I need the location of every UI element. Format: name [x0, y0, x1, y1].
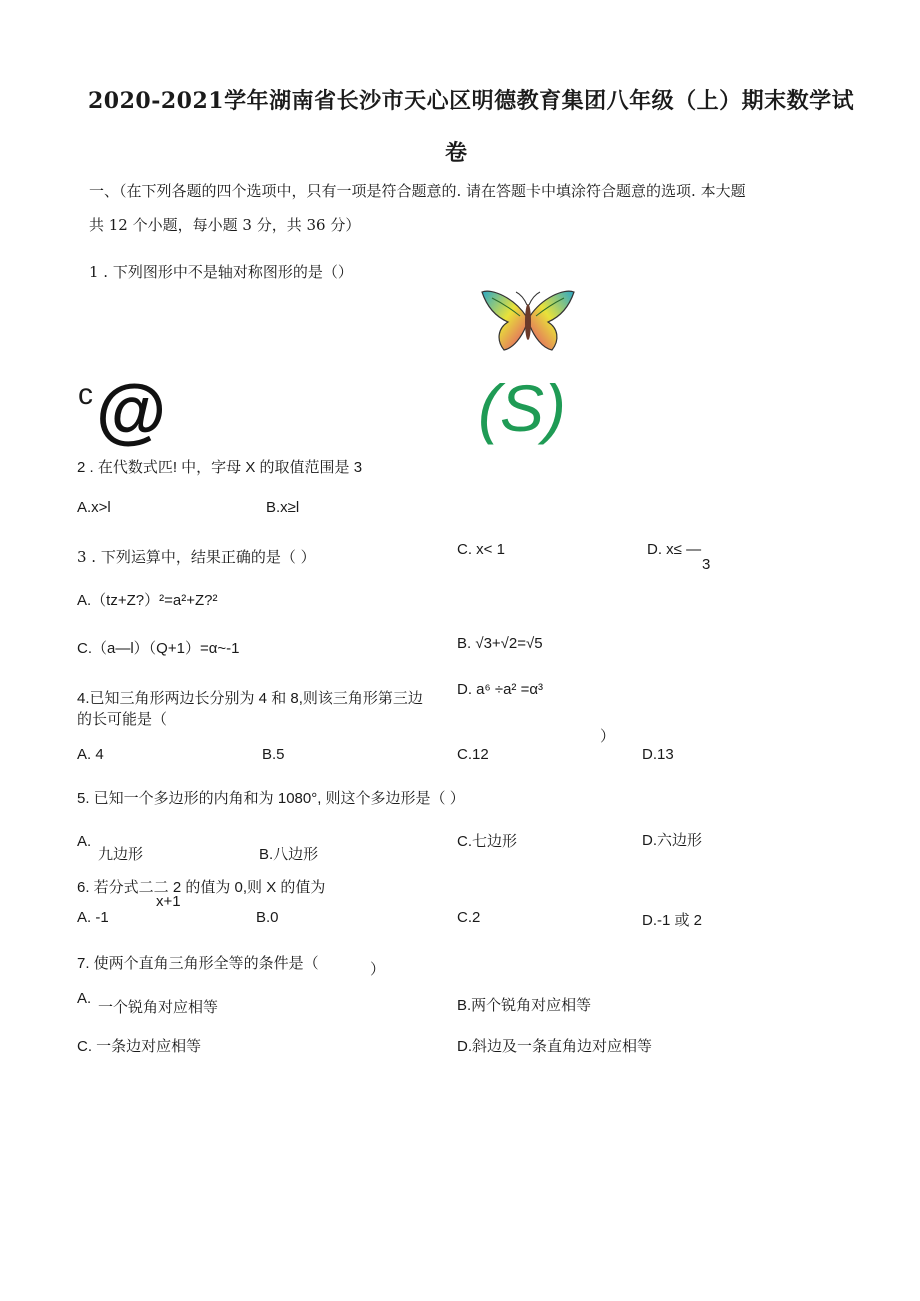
section-instructions-line1: 一、（在下列各题的四个选项中，只有一项是符合题意的. 请在答题卡中填涂符合题意的选项. 本大题 [89, 182, 746, 200]
question-7-option-c: C. 一条边对应相等 [77, 1038, 202, 1055]
question-3-option-c: C.（a—l）（Q+1）=α~-1 [77, 640, 240, 657]
question-7-stem: 7. 使两个直角三角形全等的条件是（ [77, 955, 319, 972]
question-2-option-c: C. x< 1 [457, 541, 505, 558]
question-3-option-b: B. √3+√2=√5 [457, 635, 543, 652]
question-3-stem: 3 . 下列运算中，结果正确的是（ ） [77, 548, 316, 566]
page-title: 2020-2021学年湖南省长沙市天心区明德教育集团八年级（上）期末数学试 [88, 88, 855, 114]
question-4-option-c: C.12 [457, 746, 489, 763]
question-2-option-d-denominator: 3 [702, 556, 711, 573]
question-4-stem-line2: 的长可能是（ [77, 711, 168, 728]
question-4-option-b: B.5 [262, 746, 285, 763]
question-4-option-a: A. 4 [77, 746, 104, 763]
question-5-option-c: C.七边形 [457, 833, 518, 850]
question-2-option-b: B.x≥l [266, 499, 300, 516]
question-4-option-d: D.13 [642, 746, 674, 763]
page-title-continued: 卷 [445, 140, 468, 166]
question-1-stem: 1 . 下列图形中不是轴对称图形的是（） [89, 263, 353, 281]
butterfly-image [478, 288, 578, 354]
section-instructions-line2: 共 12 个小题，每小题 3 分，共 36 分） [89, 216, 361, 234]
question-2-option-d: D. x≤ — [647, 541, 702, 558]
question-3-option-d: D. a⁶ ÷a² =α³ [457, 681, 544, 698]
question-7-option-a-text: 一个锐角对应相等 [98, 998, 219, 1016]
question-4-stem-line1: 4.已知三角形两边长分别为 4 和 8,则该三角形第三边 [77, 690, 423, 707]
question-5-option-d: D.六边形 [642, 832, 703, 849]
question-5-option-a-letter: A. [77, 833, 92, 850]
question-7-option-b: B.两个锐角对应相等 [457, 997, 592, 1014]
question-6-option-b: B.0 [256, 909, 279, 926]
question-5-option-a-text: 九边形 [98, 845, 144, 863]
question-7-paren-close: ） [370, 961, 386, 978]
question-2-option-a: A.x>l [77, 499, 111, 516]
symbol-s-in-parens: (S) [478, 371, 566, 445]
question-4-paren-close: ） [600, 728, 616, 745]
question-6-option-d: D.-1 或 2 [642, 912, 703, 929]
question-6-denominator: x+1 [156, 893, 181, 910]
question-5-stem: 5. 已知一个多边形的内角和为 1080°, 则这个多边形是（ ） [77, 790, 465, 807]
question-7-option-a-letter: A. [77, 990, 92, 1007]
question-7-option-d: D.斜边及一条直角边对应相等 [457, 1038, 653, 1055]
question-6-option-a: A. -1 [77, 909, 109, 926]
question-5-option-b: B.八边形 [259, 846, 319, 863]
question-6-stem: 6. 若分式二二 2 的值为 0,则 X 的值为 [77, 879, 326, 896]
symbol-at-sign: @ [96, 371, 167, 451]
question-6-option-c: C.2 [457, 909, 481, 926]
question-2-stem: 2 . 在代数式匹! 中，字母 X 的取值范围是 3 [77, 459, 363, 476]
question-3-option-a: A.（tz+Z?）²=a²+Z?² [77, 592, 218, 609]
symbol-letter-c: c [78, 378, 93, 411]
